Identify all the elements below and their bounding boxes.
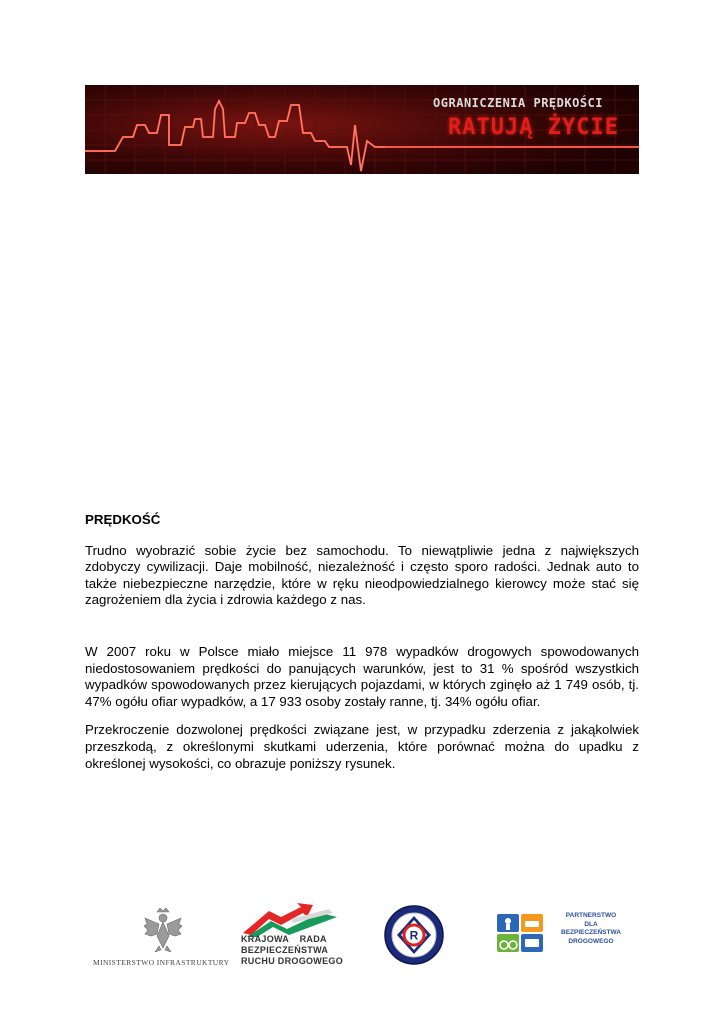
partnership-label-4: DROGOWEGO xyxy=(568,937,614,945)
article-paragraph-1: Trudno wyobrazić sobie życie bez samochodu. To niewątpliwie jedna z największych zdobyczy cywilizacji. Daje mobilność, niezależność i często sporo radości. Jednak auto to także niebezpieczne narzędzie, które w ręku nieodpowiedzialnego kierowcy może stać się zagrożeniem dla życia i zdrowia każdego z nas. xyxy=(85,542,639,608)
ministry-label: MINISTERSTWO INFRASTRUKTURY xyxy=(93,958,230,967)
partnership-logo xyxy=(495,912,639,968)
ministry-logo xyxy=(93,908,233,968)
header-banner xyxy=(85,85,639,174)
footer-logos xyxy=(85,898,639,973)
banner-title-line2: RATUJĄ ŻYCIE xyxy=(448,115,619,140)
police-badge-icon xyxy=(383,904,445,966)
krbrd-label-1b: RADA xyxy=(299,934,327,944)
article-heading: PRĘDKOŚĆ xyxy=(85,512,161,527)
article-paragraph-2: W 2007 roku w Polsce miało miejsce 11 978 wypadków drogowych spowodowanych niedostosowaniem prędkości do panujących warunków, jest to 31 % spośród wszystkich wypadków spowodowanych przez kierujących pojazdami, w których zginęło aż 1 749 osób, tj. 47% ogółu ofiar wypadków, a 17 933 osoby zostały ranne, tj. 34% ogółu ofiar. xyxy=(85,643,639,709)
banner-title-line1: OGRANICZENIA PRĘDKOŚCI xyxy=(433,96,603,110)
police-logo xyxy=(383,904,447,966)
partnership-label-1: PARTNERSTWO xyxy=(565,912,617,919)
road-arrows-icon xyxy=(241,903,341,937)
krbrd-label-3: RUCHU DROGOWEGO xyxy=(241,956,343,966)
article-body xyxy=(85,512,639,772)
partnership-label-3: BEZPIECZEŃSTWA xyxy=(561,929,621,936)
police-badge-letter: R xyxy=(409,928,419,943)
krbrd-logo xyxy=(233,903,353,968)
eagle-emblem-icon xyxy=(143,908,183,952)
partnership-label xyxy=(551,912,631,946)
partnership-label-2: DLA xyxy=(584,920,598,928)
partnership-tiles-icon xyxy=(495,912,545,956)
article-paragraph-3: Przekroczenie dozwolonej prędkości związane jest, w przypadku zderzenia z jakąkolwiek przeszkodą, z określonymi skutkami uderzenia, które porównać można do upadku z określonej wysokości, co obrazuje poniższy rysunek. xyxy=(85,722,639,771)
krbrd-label-1: KRAJOWA xyxy=(241,934,289,944)
krbrd-label-2: BEZPIECZEŃSTWA xyxy=(241,945,329,955)
